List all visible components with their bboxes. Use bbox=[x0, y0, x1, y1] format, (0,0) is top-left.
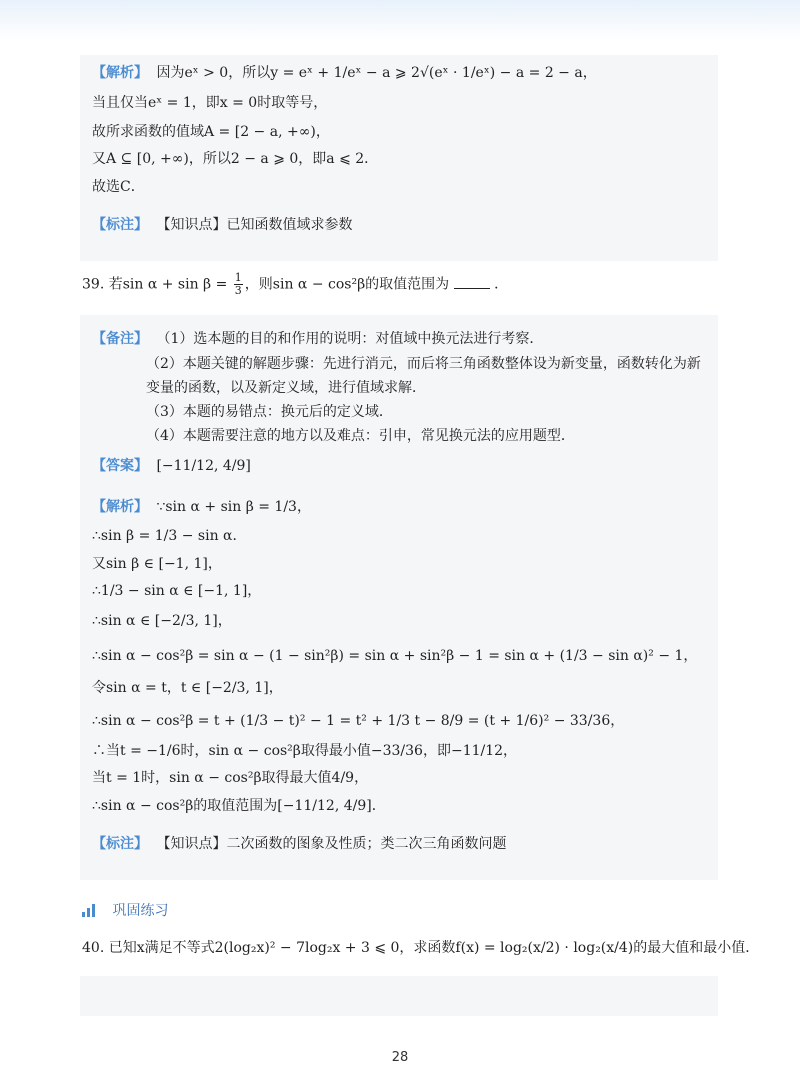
fraction: $\frac{1}{3}$ bbox=[234, 271, 242, 297]
answer-blank[interactable] bbox=[454, 274, 490, 289]
question-40: 40. 已知x满足不等式2(log₂x)² − 7log₂x + 3 ⩽ 0，求函数f(x) = log₂(x/2) · log₂(x/4)的最大值和最小值． bbox=[82, 940, 760, 956]
remark-line-1: 【备注】 （1）选本题的目的和作用的说明：对值域中换元法进行考察． bbox=[92, 331, 544, 347]
solution-step-4: ∴1/3 − sin α ∈ [−1, 1]， bbox=[92, 583, 262, 599]
note-line: 【标注】 【知识点】已知函数值域求参数 bbox=[92, 217, 353, 233]
solution-step-3: 又sin β ∈ [−1, 1]， bbox=[92, 556, 222, 572]
section-title: 巩固练习 bbox=[112, 903, 169, 919]
note-tag: 【标注】 bbox=[92, 217, 148, 233]
analysis-line-2: 当且仅当eˣ = 1，即x = 0时取等号， bbox=[92, 95, 328, 111]
note-line-2: 【标注】 【知识点】二次函数的图象及性质；类二次三角函数问题 bbox=[92, 836, 507, 852]
solution-step-10: 当t = 1时，sin α − cos²β取得最大值4/9， bbox=[92, 770, 369, 786]
question-number: 39. bbox=[82, 276, 105, 293]
analysis-tag: 【解析】 bbox=[92, 499, 148, 515]
answer-line: 【答案】 [−11/12, 4/9] bbox=[92, 458, 251, 474]
remark-line-2: （2）本题关键的解题步骤：先进行消元，而后将三角函数整体设为新变量，函数转化为新 bbox=[146, 356, 701, 372]
remark-tag: 【备注】 bbox=[92, 331, 148, 347]
solution-step-1: 【解析】 ∵sin α + sin β = 1/3， bbox=[92, 499, 311, 515]
answer-box-40[interactable] bbox=[80, 976, 718, 1016]
section-heading bbox=[82, 900, 168, 922]
solution-step-7: 令sin α = t，t ∈ [−2/3, 1]， bbox=[92, 680, 283, 696]
analysis-tag: 【解析】 bbox=[92, 65, 148, 81]
analysis-line-3: 故所求函数的值域A = [2 − a, +∞)， bbox=[92, 124, 330, 140]
solution-step-2: ∴sin β = 1/3 − sin α． bbox=[92, 528, 247, 544]
solution-step-5: ∴sin α ∈ [−2/3, 1]， bbox=[92, 613, 232, 629]
solution-step-11: ∴sin α − cos²β的取值范围为[−11/12, 4/9]． bbox=[92, 798, 386, 814]
answer-tag: 【答案】 bbox=[92, 458, 148, 474]
remark-line-2b: 变量的函数，以及新定义域，进行值域求解． bbox=[146, 380, 426, 396]
solution-step-9: ∴当t = −1/6时，sin α − cos²β取得最小值−33/36，即−11/12， bbox=[92, 743, 518, 759]
remark-line-3: （3）本题的易错点：换元后的定义域． bbox=[146, 404, 393, 420]
analysis-line-4: 又A ⊆ [0, +∞)，所以2 − a ⩾ 0，即a ⩽ 2． bbox=[92, 151, 379, 167]
page-number: 28 bbox=[391, 1050, 409, 1065]
header-band bbox=[0, 0, 800, 40]
analysis-line-5: 故选C． bbox=[92, 179, 145, 195]
solution-step-6: ∴sin α − cos²β = sin α − (1 − sin²β) = sin α + sin²β − 1 = sin α + (1/3 − sin α)² − 1， bbox=[92, 648, 698, 664]
remark-line-4: （4）本题需要注意的地方以及难点：引申，常见换元法的应用题型． bbox=[146, 428, 575, 444]
analysis-line-1: 【解析】 因为eˣ > 0，所以y = eˣ + 1/eˣ − a ⩾ 2√(eˣ · 1/eˣ) − a = 2 − a， bbox=[92, 65, 597, 81]
question-39: 39. 若sin α + sin β = $\frac{1}{3}$ ，则sin α − cos²β的取值范围为 ． bbox=[82, 271, 509, 297]
note-tag: 【标注】 bbox=[92, 836, 148, 852]
question-number: 40. bbox=[82, 940, 105, 956]
solution-step-8: ∴sin α − cos²β = t + (1/3 − t)² − 1 = t² + 1/3 t − 8/9 = (t + 1/6)² − 33/36， bbox=[92, 713, 625, 729]
bar-chart-icon bbox=[82, 903, 100, 917]
